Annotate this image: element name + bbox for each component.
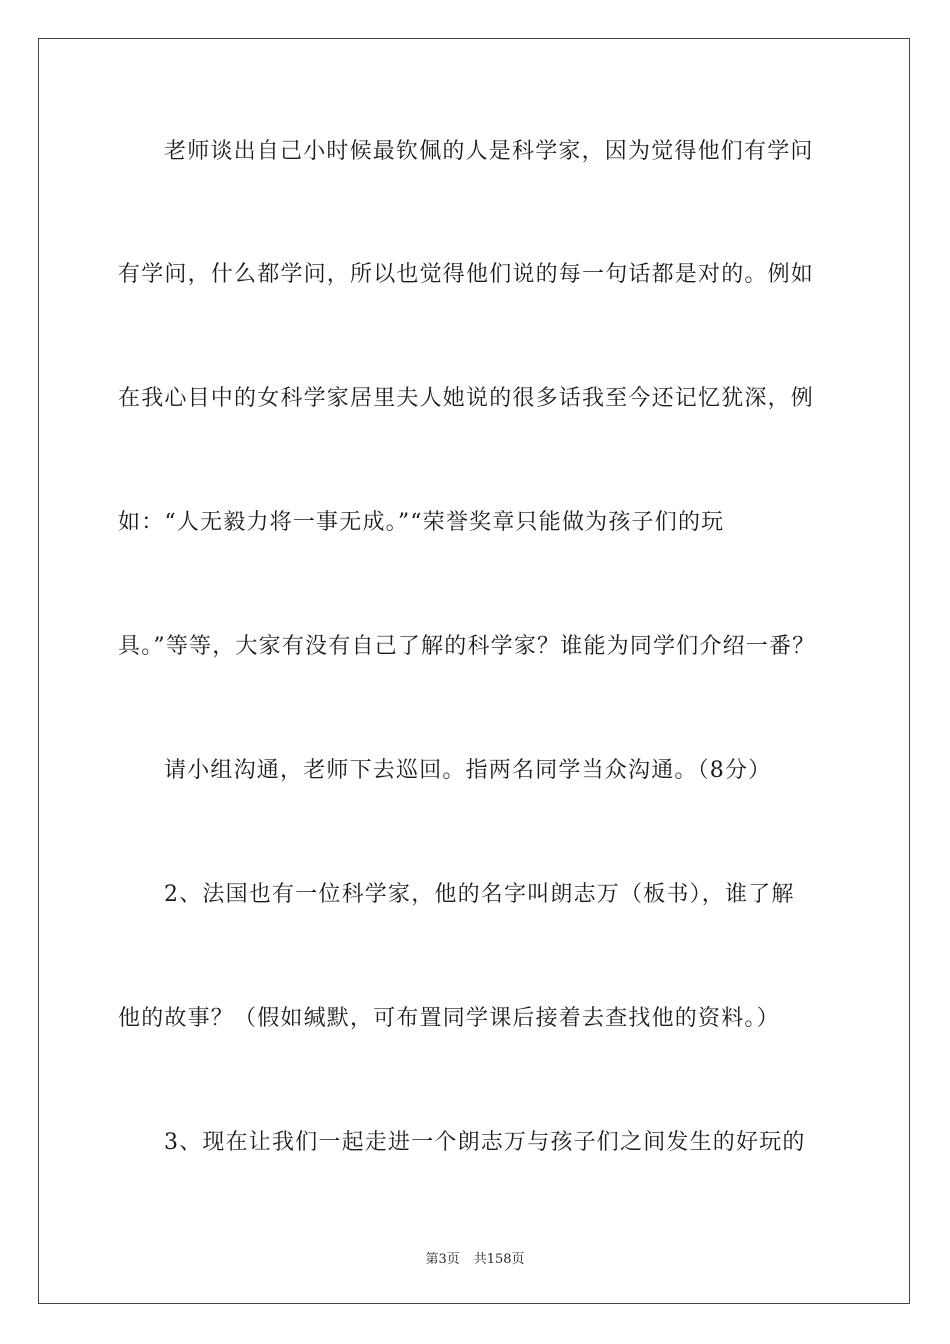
text-line-8: 他的故事？（假如缄默，可布置同学课后接着去查找他的资料。） xyxy=(118,1006,780,1031)
page-number: 第3页 xyxy=(425,1252,460,1267)
page-footer xyxy=(0,1248,950,1267)
text-line-9: 3、现在让我们一起走进一个朗志万与孩子们之间发生的好玩的 xyxy=(164,1130,806,1155)
text-line-3: 在我心目中的女科学家居里夫人她说的很多话我至今还记忆犹深，例 xyxy=(118,386,815,411)
text-line-4: 如：“人无毅力将一事无成。”“荣誉奖章只能做为孩子们的玩 xyxy=(118,510,725,535)
text-line-2: 有学问，什么都学问，所以也觉得他们说的每一句话都是对的。例如 xyxy=(118,262,815,287)
page-border xyxy=(38,38,910,1304)
text-line-6: 请小组沟通，老师下去巡回。指两名同学当众沟通。（8分） xyxy=(164,758,772,783)
text-line-7: 2、法国也有一位科学家，他的名字叫朗志万（板书），谁了解 xyxy=(164,882,795,907)
text-line-5: 具。”等等，大家有没有自己了解的科学家？谁能为同学们介绍一番？ xyxy=(118,634,816,659)
total-pages: 共158页 xyxy=(473,1252,525,1267)
text-line-1: 老师谈出自己小时候最钦佩的人是科学家，因为觉得他们有学问 xyxy=(164,139,814,164)
